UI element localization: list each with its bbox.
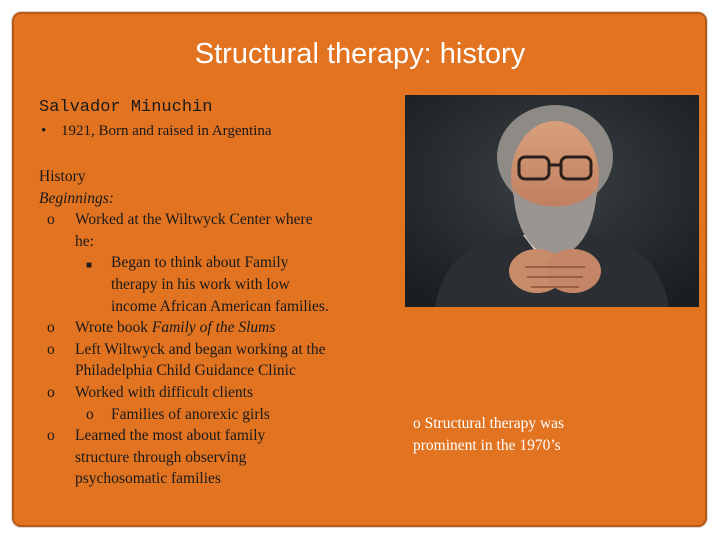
book-title: Family of the Slums <box>151 319 276 337</box>
list-item: o Worked at the Wiltwyck Center where <box>39 209 389 231</box>
list-item-continuation: psychosomatic families <box>75 470 221 488</box>
sub-list-item-continuation: therapy in his work with low <box>111 275 290 293</box>
list-item: o Worked with difficult clients <box>39 382 389 404</box>
history-text <box>39 166 389 490</box>
born-line <box>41 123 272 140</box>
circle-bullet-icon: o <box>47 427 55 445</box>
side-note <box>413 413 653 456</box>
list-item: o Learned the most about family <box>39 425 389 447</box>
list-item: o Wrote book Family of the Slums <box>39 317 389 339</box>
square-bullet-icon: ■ <box>86 260 93 272</box>
sub-list-item: ■ Began to think about Family <box>39 252 389 274</box>
side-note-line: o Structural therapy was <box>413 415 565 432</box>
portrait-photo <box>405 95 699 307</box>
portrait-illustration <box>405 95 699 307</box>
sub-list-item: o Families of anorexic girls <box>39 404 389 426</box>
history-heading: History <box>39 168 86 185</box>
side-note-line: prominent in the 1970’s <box>413 436 561 454</box>
bullet-icon: • <box>41 123 47 139</box>
circle-bullet-icon: o <box>47 340 55 358</box>
list-item-continuation: he: <box>75 232 94 250</box>
circle-bullet-icon: o <box>47 319 55 337</box>
circle-bullet-icon: o <box>86 405 94 423</box>
person-name: Salvador Minuchin <box>39 98 213 117</box>
list-item-continuation: structure through observing <box>75 448 247 466</box>
sub-list-item-continuation: income African American families. <box>111 297 329 315</box>
beginnings-heading: Beginnings: <box>39 189 114 207</box>
circle-bullet-icon: o <box>47 211 55 229</box>
slide-title: Structural therapy: history <box>194 38 526 70</box>
circle-bullet-icon: o <box>413 415 421 432</box>
circle-bullet-icon: o <box>47 383 55 401</box>
list-item-continuation: Philadelphia Child Guidance Clinic <box>75 362 296 380</box>
list-item: o Left Wiltwyck and began working at the <box>39 339 389 361</box>
born-text: 1921, Born and raised in Argentina <box>61 123 272 139</box>
